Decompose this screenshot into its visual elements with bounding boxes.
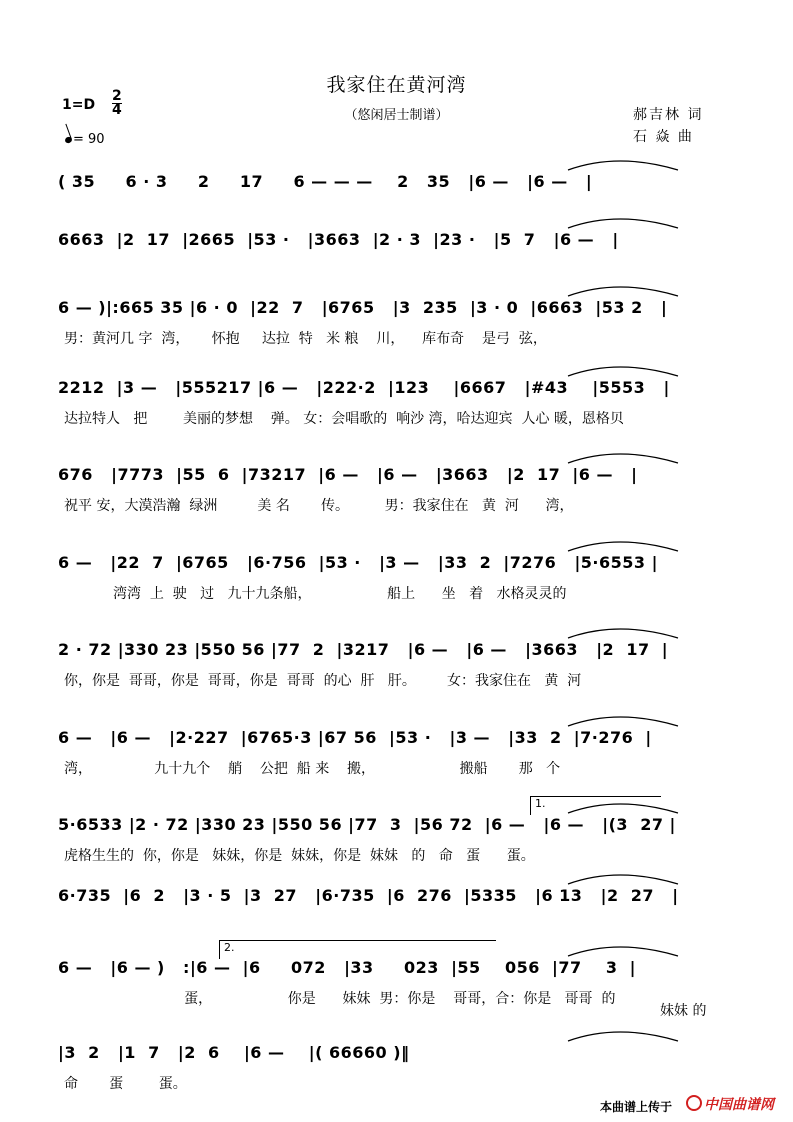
score-row-notes: 5·6533 |2 · 72 |330 23 |550 56 |77 3 |56 72 |6 — |6 — |(3 27 |: [58, 815, 676, 834]
song-subtitle: （悠闲居士制谱）: [344, 108, 449, 123]
site-logo-icon: [686, 1095, 702, 1111]
slur-marks: [58, 208, 730, 232]
score-row-notes: 6663 |2 17 |2665 |53 · |3663 |2 · 3 |23 · |5 7 |6 — |: [58, 230, 619, 249]
volta-first-ending: 1.: [530, 796, 661, 815]
tempo-value: = 90: [73, 132, 105, 147]
slur-marks: [58, 150, 730, 174]
slur: [568, 219, 678, 228]
score-row-lyrics: 达拉特人 把 美丽的梦想 弹。 女：会唱歌的 响沙 湾，哈达迎宾 人心 暖，恩格贝: [64, 411, 624, 427]
slur: [568, 454, 678, 463]
slur: [568, 629, 678, 638]
slur-marks: [58, 706, 730, 730]
slur-marks: [58, 531, 730, 555]
score-row-notes: 6·735 |6 2 |3 · 5 |3 27 |6·735 |6 276 |5335 |6 13 |2 27 |: [58, 886, 679, 905]
score-row-lyrics: 蛋， 你是 妹妹 男：你是 哥哥，合：你是 哥哥 的: [64, 991, 616, 1007]
slur-marks: [58, 618, 730, 642]
footer-upload-text: 本曲谱上传于: [600, 1100, 673, 1114]
site-name: 中国曲谱网: [704, 1097, 774, 1113]
site-logo: [686, 1094, 774, 1114]
score-row-lyrics: 湾湾 上 驶 过 九十九条船， 船上 坐 着 水格灵灵的: [64, 586, 567, 602]
score-row-notes: 6 — )|:665 35 |6 · 0 |22 7 |6765 |3 235 |3 · 0 |6663 |53 2 |: [58, 298, 668, 317]
lyricist-credit: 郝吉林 词: [633, 107, 704, 123]
slur-marks: [58, 443, 730, 467]
slur: [568, 542, 678, 551]
song-title: 我家住在黄河湾: [326, 74, 467, 96]
slur: [568, 287, 678, 296]
score-row-lyrics: 你，你是 哥哥，你是 哥哥，你是 哥哥 的心 肝 肝。 女：我家住在 黄 河: [64, 673, 582, 689]
key-signature: 1=D: [62, 97, 96, 113]
score-row-lyrics: 湾， 九十九个 艄 公把 船 来 搬， 搬船 那 个: [64, 761, 561, 777]
slur-marks: [58, 356, 730, 380]
slur: [568, 717, 678, 726]
score-row-notes: 6 — |22 7 |6765 |6·756 |53 · |3 — |33 2 |7276 |5·6553 |: [58, 553, 658, 572]
score-row-notes: 676 |7773 |55 6 |73217 |6 — |6 — |3663 |2 17 |6 — |: [58, 465, 638, 484]
quarter-note-icon: [64, 136, 73, 144]
score-row-notes: 6 — |6 — |2·227 |6765·3 |67 56 |53 · |3 — |33 2 |7·276 |: [58, 728, 652, 747]
score-row-notes: 2 · 72 |330 23 |550 56 |77 2 |3217 |6 — |6 — |3663 |2 17 |: [58, 640, 669, 659]
time-signature-top: 2: [112, 88, 122, 104]
slur: [568, 1032, 678, 1041]
tempo-marking: [65, 132, 105, 147]
slur-marks: [58, 276, 730, 300]
score-row-notes: ( 35 6 · 3 2 17 6 — — — 2 35 |6 — |6 — |: [58, 172, 593, 191]
volta-second-ending: 2.: [219, 940, 496, 959]
score-row-notes: |3 2 |1 7 |2 6 |6 — |( 66660 )‖: [58, 1043, 410, 1062]
score-row-lyrics: 祝平 安，大漠浩瀚 绿洲 美 名 传。 男：我家住在 黄 河 湾，: [64, 498, 574, 514]
score-row-lyrics: 男：黄河几 字 湾， 怀抱 达拉 特 米 粮 川， 库布奇 是弓 弦，: [64, 331, 547, 347]
score-row-notes: 2212 |3 — |555217 |6 — |222·2 |123 |6667 |#43 |5553 |: [58, 378, 670, 397]
score-row-lyrics: 命 蛋 蛋。: [64, 1076, 187, 1092]
slur-marks: [58, 864, 730, 888]
slur: [568, 161, 678, 170]
extra-lyric-line: 妹妹 的: [660, 1003, 707, 1019]
slur: [568, 875, 678, 884]
slur: [568, 367, 678, 376]
slur: [568, 947, 678, 956]
composer-credit: 石 焱 曲: [633, 129, 694, 145]
slur-marks: [58, 1021, 730, 1045]
score-row-notes: 6 — |6 — ) :|6 — |6 072 |33 023 |55 056 |77 3 |: [58, 958, 637, 977]
score-row-lyrics: 虎格生生的 你，你是 妹妹，你是 妹妹，你是 妹妹 的 命 蛋 蛋。: [64, 848, 535, 864]
time-signature: [112, 90, 122, 117]
time-signature-bottom: 4: [112, 102, 122, 118]
